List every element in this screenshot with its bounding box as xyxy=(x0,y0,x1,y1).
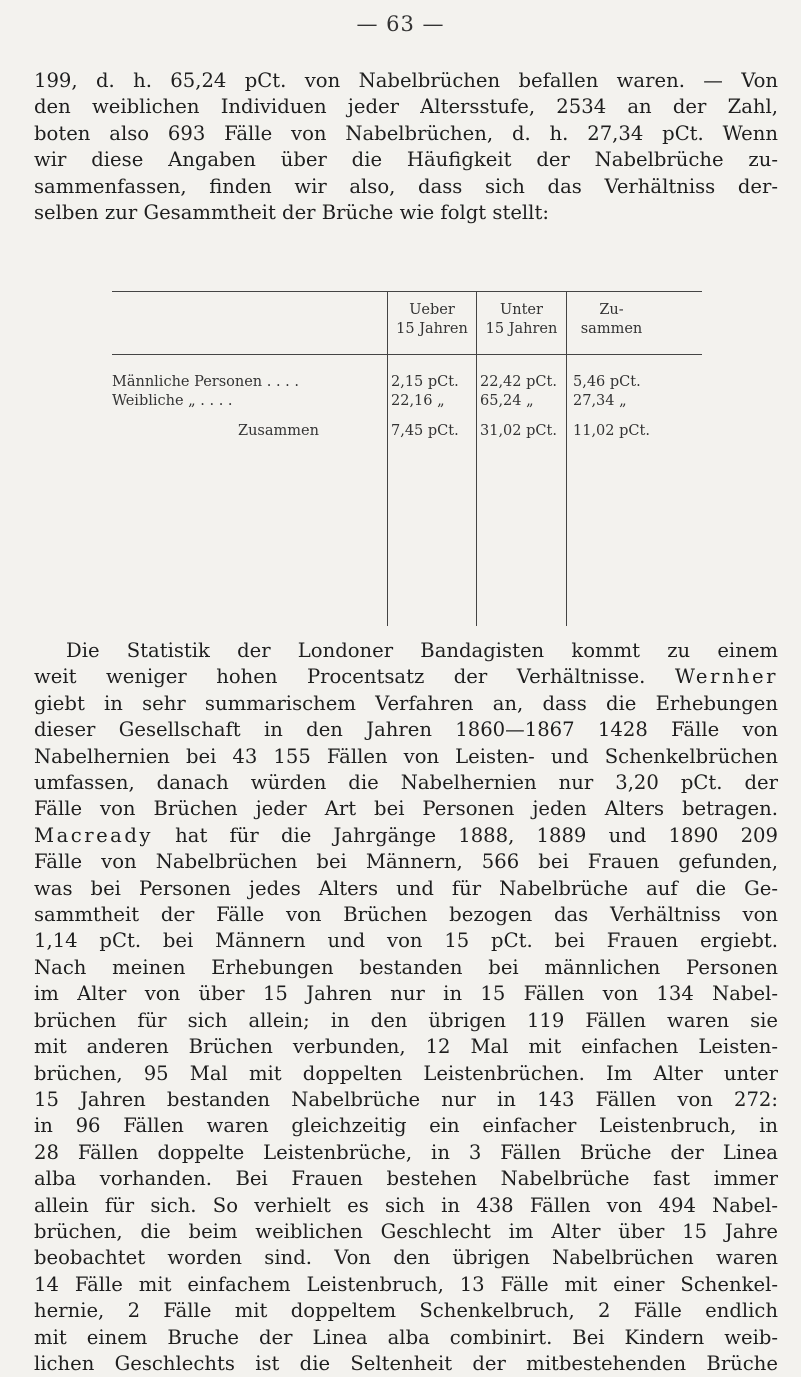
header-over-15: Ueber 15 Jahren xyxy=(396,302,468,337)
text-line: Nabelhernien bei 43 155 Fällen von Leisten- und Schenkelbrüchen xyxy=(34,744,778,768)
text-line: im Alter von über 15 Jahren nur in 15 Fällen von 134 Nabel- xyxy=(34,982,778,1006)
table-column-divider xyxy=(566,291,567,626)
cell-male-total: 5,46 pCt. xyxy=(573,374,641,390)
cell-total-over-15: 7,45 pCt. xyxy=(391,423,459,439)
cell-female-over-15: 22,16 „ xyxy=(391,393,445,409)
cell-female-total: 27,34 „ xyxy=(573,393,627,409)
author-name: Wernher xyxy=(674,665,779,689)
text-line: Die Statistik der Londoner Bandagisten kommt zu einem xyxy=(66,639,778,662)
row-label-female: Weibliche „ . . . . xyxy=(112,393,233,409)
text-line: 199, d. h. 65,24 pCt. von Nabelbrüchen befallen waren. — Von xyxy=(34,69,778,92)
text-line: 15 Jahren bestanden Nabelbrüche nur in 143 Fällen von 272: xyxy=(34,1087,778,1111)
text-line: 1,14 pCt. bei Männern und von 15 pCt. bei Frauen ergiebt. xyxy=(34,929,778,953)
text-line: wir diese Angaben über die Häufigkeit der Nabelbrüche zu- xyxy=(34,148,778,172)
text-line: lichen Geschlechts ist die Seltenheit der mitbestehenden Brüche xyxy=(34,1351,778,1375)
text-line: sammenfassen, finden wir also, dass sich das Verhältniss der- xyxy=(34,174,778,198)
cell-male-over-15: 2,15 pCt. xyxy=(391,374,459,390)
table-column-divider xyxy=(387,291,388,626)
text-line: den weiblichen Individuen jeder Altersstufe, 2534 an der Zahl, xyxy=(34,95,778,119)
text-line: Fälle von Nabelbrüchen bei Männern, 566 bei Frauen gefunden, xyxy=(34,850,778,874)
text-line: Nach meinen Erhebungen bestanden bei männlichen Personen xyxy=(34,955,778,979)
text-line: 28 Fällen doppelte Leistenbrüche, in 3 Fällen Brüche der Linea xyxy=(34,1140,778,1164)
paragraph-2 xyxy=(34,638,778,1377)
text-line: beobachtet worden sind. Von den übrigen Nabelbrüchen waren xyxy=(34,1246,778,1270)
text-line: sammtheit der Fälle von Brüchen bezogen das Verhältniss von xyxy=(34,903,778,927)
cell-total-total: 11,02 pCt. xyxy=(573,423,650,439)
text-line: mit anderen Brüchen verbunden, 12 Mal mit einfachen Leisten- xyxy=(34,1035,778,1059)
cell-male-under-15: 22,42 pCt. xyxy=(480,374,557,390)
table-header-rule xyxy=(112,354,702,355)
text-line: Fälle von Brüchen jeder Art bei Personen jeden Alters betragen. xyxy=(34,797,778,821)
text-line: dieser Gesellschaft in den Jahren 1860—1867 1428 Fälle von xyxy=(34,718,778,742)
text-line: boten also 693 Fälle von Nabelbrüchen, d. h. 27,34 pCt. Wenn xyxy=(34,121,778,145)
text-line: 14 Fälle mit einfachem Leistenbruch, 13 Fälle mit einer Schenkel- xyxy=(34,1272,778,1296)
page-number: — 63 — xyxy=(356,12,445,36)
text-line: mit einem Bruche der Linea alba combinirt. Bei Kindern weib- xyxy=(34,1325,778,1349)
row-label-total: Zusammen xyxy=(238,423,319,439)
text-line: alba vorhanden. Bei Frauen bestehen Nabelbrüche fast immer xyxy=(34,1167,778,1191)
text-line: weit weniger hohen Procentsatz der Verhältnisse. Wernher xyxy=(34,665,779,689)
text-line: Macready hat für die Jahrgänge 1888, 1889 und 1890 209 xyxy=(34,823,778,847)
header-under-15: Unter 15 Jahren xyxy=(485,302,558,337)
cell-total-under-15: 31,02 pCt. xyxy=(480,423,557,439)
text-line: hernie, 2 Fälle mit doppeltem Schenkelbruch, 2 Fälle endlich xyxy=(34,1299,778,1323)
cell-female-under-15: 65,24 „ xyxy=(480,393,534,409)
text-line: in 96 Fällen waren gleichzeitig ein einfacher Leistenbruch, in xyxy=(34,1114,778,1138)
text-line: allein für sich. So verhielt es sich in 438 Fällen von 494 Nabel- xyxy=(34,1193,778,1217)
row-label-male: Männliche Personen . . . . xyxy=(112,374,300,390)
header-total: Zu- sammen xyxy=(580,302,643,337)
table-column-divider xyxy=(476,291,477,626)
text-line: brüchen, die beim weiblichen Geschlecht im Alter über 15 Jahre xyxy=(34,1219,778,1243)
table-top-rule xyxy=(112,291,702,292)
paragraph-1 xyxy=(34,68,778,226)
text-line: selben zur Gesammtheit der Brüche wie folgt stellt: xyxy=(34,201,549,225)
hernia-ratio-table xyxy=(112,291,702,626)
author-name: Macready xyxy=(34,823,153,847)
text-line: was bei Personen jedes Alters und für Nabelbrüche auf die Ge- xyxy=(34,876,778,900)
text-line: brüchen, 95 Mal mit doppelten Leistenbrüchen. Im Alter unter xyxy=(34,1061,778,1085)
text-line: giebt in sehr summarischem Verfahren an, dass die Erhebungen xyxy=(34,691,778,715)
text-line: umfassen, danach würden die Nabelhernien nur 3,20 pCt. der xyxy=(34,771,778,795)
text-line: brüchen für sich allein; in den übrigen 119 Fällen waren sie xyxy=(34,1008,778,1032)
